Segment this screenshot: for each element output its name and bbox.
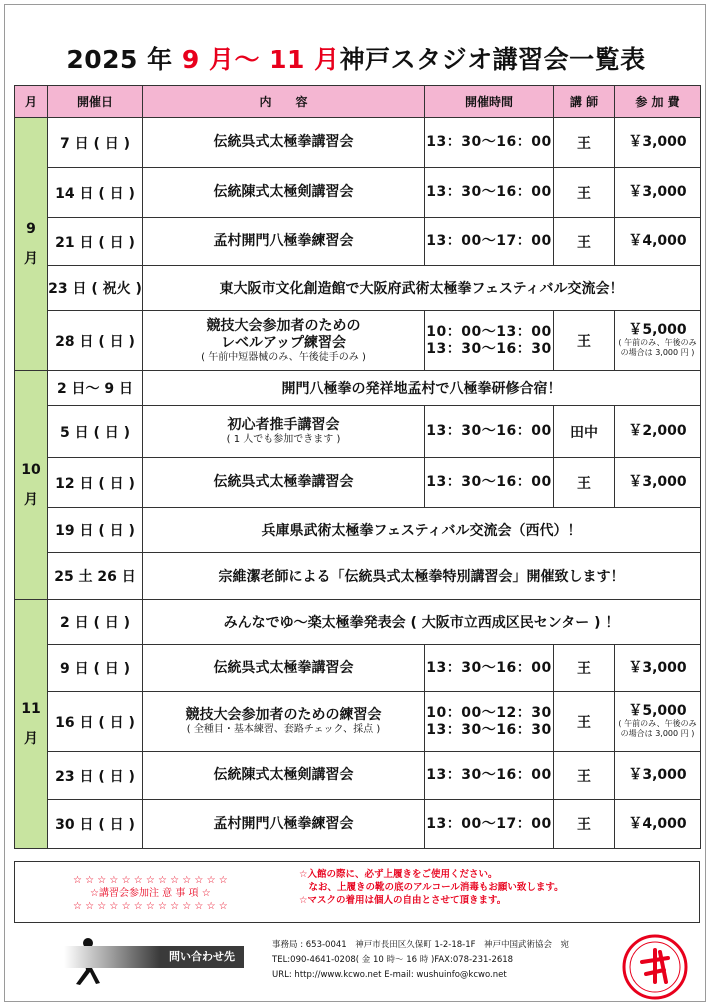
header-date: 開催日 <box>48 86 143 118</box>
table-row <box>15 752 701 800</box>
schedule-body <box>15 118 701 849</box>
content-title: 孟村開門八極拳練習会 <box>213 233 354 249</box>
notes-title: ☆講習会参加注 意 事 項 ☆ <box>90 888 211 899</box>
date-cell: 14 日 ( 日 ) <box>48 168 143 218</box>
table-row <box>15 508 701 553</box>
content-cell <box>143 692 425 752</box>
date-cell: 5 日 ( 日 ) <box>48 406 143 458</box>
fee-cell <box>615 800 701 849</box>
fee-amount: ￥3,000 <box>628 184 687 200</box>
time-range: 10：00～13：00 <box>426 323 552 340</box>
contact-address: 事務局 : 653-0041 神戸市長田区久保町 1-2-18-1F 神戸中国武術協会 宛 <box>272 940 570 950</box>
content-cell <box>143 458 425 508</box>
time-range: 13：00～17：00 <box>426 815 552 832</box>
content-title: 伝統陳式太極剣講習会 <box>213 184 354 200</box>
page-title <box>0 40 712 76</box>
content-title: 競技大会参加者のための <box>206 317 361 334</box>
content-title: 競技大会参加者のための練習会 <box>185 707 382 723</box>
content-cell <box>143 800 425 849</box>
date-cell: 9 日 ( 日 ) <box>48 645 143 692</box>
table-row <box>15 800 701 849</box>
date-cell: 30 日 ( 日 ) <box>48 800 143 849</box>
fee-cell <box>615 218 701 266</box>
contact-web: URL: http://www.kcwo.net E-mail: wushuinfo@kcwo.net <box>272 970 507 980</box>
contact-info <box>272 938 569 983</box>
notes-stars <box>73 874 228 913</box>
header-month: 月 <box>15 86 48 118</box>
time-range: 13：30～16：30 <box>426 340 552 357</box>
content-cell <box>143 645 425 692</box>
teacher-cell: 王 <box>554 218 615 266</box>
teacher-cell: 王 <box>554 645 615 692</box>
month-cell <box>15 118 48 371</box>
fee-cell <box>615 752 701 800</box>
table-row <box>15 311 701 371</box>
content-title: 伝統陳式太極剣講習会 <box>213 767 354 783</box>
table-row <box>15 553 701 600</box>
date-cell: 2 日～ 9 日 <box>48 371 143 406</box>
stars-top: ☆ ☆ ☆ ☆ ☆ ☆ ☆ ☆ ☆ ☆ ☆ ☆ ☆ <box>73 875 228 886</box>
notes-lines <box>299 868 564 907</box>
content-title: レベルアップ練習会 <box>220 334 347 351</box>
table-row <box>15 406 701 458</box>
time-cell <box>425 800 554 849</box>
month-label: 月 <box>24 492 38 508</box>
title-rest: 神戸スタジオ講習会一覧表 <box>339 45 646 74</box>
stars-bottom: ☆ ☆ ☆ ☆ ☆ ☆ ☆ ☆ ☆ ☆ ☆ ☆ ☆ <box>73 901 228 912</box>
time-cell <box>425 752 554 800</box>
time-range: 10：00～12：30 <box>426 704 552 721</box>
fee-cell <box>615 692 701 752</box>
fee-cell <box>615 645 701 692</box>
content-cell <box>143 218 425 266</box>
fee-amount: ￥4,000 <box>628 233 687 249</box>
fee-amount: ￥2,000 <box>628 423 687 439</box>
month-label: 11 <box>21 701 41 717</box>
teacher-cell: 王 <box>554 800 615 849</box>
fee-cell <box>615 311 701 371</box>
header-content: 内 容 <box>143 86 425 118</box>
date-cell: 7 日 ( 日 ) <box>48 118 143 168</box>
content-cell <box>143 168 425 218</box>
event-announcement: 兵庫県武術太極拳フェスティバル交流会（西代）！ <box>143 508 701 553</box>
event-announcement: 東大阪市文化創造館で大阪府武術太極拳フェスティバル交流会！ <box>143 266 701 311</box>
content-cell <box>143 118 425 168</box>
title-range: 9 月～ 11 月 <box>181 45 340 74</box>
teacher-cell: 王 <box>554 458 615 508</box>
time-range: 13：00～17：00 <box>426 233 552 249</box>
fee-amount: ￥5,000 <box>628 322 687 338</box>
fee-amount: ￥3,000 <box>628 134 687 150</box>
time-range: 13：30～16：00 <box>426 134 552 150</box>
table-row <box>15 118 701 168</box>
time-range: 13：30～16：00 <box>426 184 552 200</box>
fee-cell <box>615 458 701 508</box>
date-cell: 21 日 ( 日 ) <box>48 218 143 266</box>
teacher-cell: 王 <box>554 118 615 168</box>
teacher-cell: 田中 <box>554 406 615 458</box>
table-row <box>15 645 701 692</box>
time-cell <box>425 458 554 508</box>
fee-amount: ￥5,000 <box>628 703 687 719</box>
time-range: 13：30～16：00 <box>426 659 552 676</box>
month-label: 月 <box>24 251 38 267</box>
contact-label-fade <box>64 946 160 968</box>
content-note: ( 1 人でも参加できます ) <box>226 434 341 445</box>
schedule-table <box>14 85 701 849</box>
date-cell: 16 日 ( 日 ) <box>48 692 143 752</box>
content-title: 初心者推手講習会 <box>227 417 340 433</box>
teacher-cell: 王 <box>554 692 615 752</box>
month-label: 月 <box>24 731 38 747</box>
time-cell <box>425 645 554 692</box>
month-label: 10 <box>21 462 41 478</box>
contact-label: 問い合わせ先 <box>160 946 244 968</box>
table-row <box>15 692 701 752</box>
time-range: 13：30～16：00 <box>426 423 552 439</box>
date-cell: 19 日 ( 日 ) <box>48 508 143 553</box>
event-announcement: 宗維潔老師による「伝統呉式太極拳特別講習会」開催致します！ <box>143 553 701 600</box>
month-label: 9 <box>26 221 36 237</box>
table-row <box>15 218 701 266</box>
fee-note: ( 午前のみ、午後のみ <box>618 719 697 728</box>
notes-box <box>14 861 700 923</box>
table-row <box>15 371 701 406</box>
fee-note: ( 午前のみ、午後のみ <box>618 338 697 347</box>
table-row <box>15 266 701 311</box>
date-cell: 23 日 ( 祝火 ) <box>48 266 143 311</box>
fee-note: の場合は 3,000 円 ) <box>620 729 695 738</box>
time-cell <box>425 118 554 168</box>
content-cell <box>143 311 425 371</box>
teacher-cell: 王 <box>554 311 615 371</box>
teacher-cell: 王 <box>554 752 615 800</box>
content-title: 伝統呉式太極拳講習会 <box>213 474 354 490</box>
table-row <box>15 168 701 218</box>
content-note: ( 午前中短器械のみ、午後徒手のみ ) <box>201 351 366 363</box>
wushu-logo-icon <box>620 932 690 1002</box>
month-cell <box>15 600 48 849</box>
header-fee: 参 加 費 <box>615 86 701 118</box>
date-cell: 12 日 ( 日 ) <box>48 458 143 508</box>
fee-amount: ￥3,000 <box>628 767 687 783</box>
date-cell: 25 土 26 日 <box>48 553 143 600</box>
content-cell <box>143 406 425 458</box>
time-cell <box>425 692 554 752</box>
date-cell: 2 日 ( 日 ) <box>48 600 143 645</box>
teacher-cell: 王 <box>554 168 615 218</box>
time-range: 13：30～16：00 <box>426 767 552 783</box>
fee-cell <box>615 168 701 218</box>
fee-amount: ￥4,000 <box>628 815 687 832</box>
contact-phone: TEL:090-4641-0208( 金 10 時～ 16 時 )FAX:078-231-2618 <box>272 955 514 965</box>
header-row <box>15 86 701 118</box>
time-cell <box>425 168 554 218</box>
note-line: なお、上履きの靴の底のアルコール消毒もお願い致します。 <box>299 882 564 893</box>
header-time: 開催時間 <box>425 86 554 118</box>
date-cell: 23 日 ( 日 ) <box>48 752 143 800</box>
fee-amount: ￥3,000 <box>628 659 687 676</box>
fee-cell <box>615 406 701 458</box>
time-cell <box>425 218 554 266</box>
event-announcement: 開門八極拳の発祥地孟村で八極拳研修合宿！ <box>143 371 701 406</box>
header-teacher: 講 師 <box>554 86 615 118</box>
content-title: 伝統呉式太極拳講習会 <box>213 659 354 676</box>
content-title: 伝統呉式太極拳講習会 <box>213 134 354 150</box>
note-line: ☆マスクの着用は個人の自由とさせて頂きます。 <box>299 895 507 906</box>
fee-cell <box>615 118 701 168</box>
time-cell <box>425 406 554 458</box>
content-cell <box>143 752 425 800</box>
table-row <box>15 600 701 645</box>
content-note: ( 全種目・基本練習、套路チェック、採点 ) <box>186 724 381 735</box>
time-cell <box>425 311 554 371</box>
content-title: 孟村開門八極拳練習会 <box>213 815 354 832</box>
table-row <box>15 458 701 508</box>
time-range: 13：30～16：00 <box>426 474 552 490</box>
fee-note: の場合は 3,000 円 ) <box>620 348 695 357</box>
title-year: 2025 年 <box>66 45 182 74</box>
event-announcement: みんなでゆ～楽太極拳発表会 ( 大阪市立西成区民センター ) ！ <box>143 600 701 645</box>
note-line: ☆入館の際に、必ず上履きをご使用ください。 <box>299 869 498 880</box>
fee-amount: ￥3,000 <box>628 474 687 490</box>
date-cell: 28 日 ( 日 ) <box>48 311 143 371</box>
month-cell <box>15 371 48 600</box>
time-range: 13：30～16：30 <box>426 721 552 738</box>
